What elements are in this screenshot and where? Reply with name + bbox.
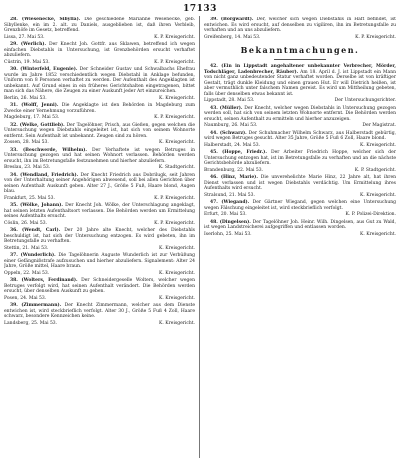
- notice-heading: 39. (Borgwardt).: [210, 17, 254, 22]
- notice-authority: K. P. Kreisgericht.: [154, 59, 195, 65]
- notice-signature: [4, 96, 195, 102]
- notice-authority: K. P. Kreisgericht.: [154, 195, 195, 201]
- notice-heading: 48. (Dingelsen).: [210, 219, 251, 225]
- section-title: Bekanntmachungen.: [240, 45, 360, 55]
- notice-heading: 36. (Wendt, Carl).: [10, 228, 61, 233]
- notice-entry: [4, 203, 195, 220]
- notice-heading: 47. (Wiegand).: [210, 200, 250, 205]
- notice-place-date: Stralsund, 21. Mai 53.: [204, 192, 255, 198]
- notice-body: Der, welcher sich wegen Diebstahls in Haft befindet, ist entwichen. Es wird ersucht, auf denselben zu vigiliren, ihn im Betretungsfalle zu verhaften und an uns abzuliefern.: [204, 17, 396, 33]
- notice-authority: Der Magistrat.: [362, 123, 396, 128]
- notice-place-date: Iserlohn, 25. Mai 53.: [204, 231, 252, 237]
- notice-heading: 43. (Müller).: [210, 105, 243, 111]
- notice-body: Der Schuhmacher Wilhelm Schwarz, aus Halberstadt gebürtig, wird wegen Betruges gesucht. Alter 35 Jahre, Größe 5 Fuß 6 Zoll, Haare blond.: [204, 130, 396, 141]
- notice-heading: 35. (Wölke, Johann).: [10, 203, 63, 208]
- notice-authority: K. Stadtgericht.: [158, 165, 195, 170]
- notice-authority: K. Kreisgericht.: [360, 142, 396, 148]
- notice-entry: [204, 64, 396, 97]
- notice-body: Der Knecht Joh. Wölke, der Unterschlagung angeklagt, hat seinen letzten Aufenthaltsort verlassen. Die Behörden werden um Ermittelung seines Aufenthalts ersucht.: [4, 203, 195, 219]
- notice-heading: 39. (Zimmermann).: [10, 303, 62, 308]
- notice-signature: [204, 193, 396, 199]
- notice-entry: [4, 303, 195, 320]
- notice-place-date: Cöslin, 26. Mai 53.: [4, 220, 48, 226]
- notice-body: Der Knecht Zimmermann, welcher aus dem Dienste entwichen ist, wird steckbrieflich verfolgt. Alter 30 J., Größe 5 Fuß 4 Zoll, Haare schwarz, besondere Kennzeichen keine.: [4, 303, 195, 319]
- notice-signature: [4, 246, 195, 252]
- notice-place-date: Posen, 24. Mai 53.: [4, 295, 47, 301]
- notice-entry: [4, 253, 195, 270]
- notice-body: Der 20 Jahre alte Knecht, welcher des Diebstahls beschuldigt ist, hat sich der Untersuchung entzogen. Es wird gebeten, ihn im Betretungsfalle zu verhaften.: [4, 228, 195, 244]
- notice-entry: [204, 220, 396, 231]
- notice-place-date: Zossen, 28. Mai 53.: [4, 140, 49, 145]
- notice-heading: 34. (Wendland, Friedrich).: [10, 172, 79, 178]
- notice-entry: [4, 148, 195, 165]
- notice-authority: K. Kreisgericht.: [159, 295, 195, 301]
- notice-place-date: Naumburg, 26. Mai 53.: [204, 123, 258, 128]
- notice-body: Der Knecht, welcher wegen Diebstahls in Untersuchung gezogen werden soll, hat sich von seinem letzten Wohnorte entfernt. Die Behörden werden ersucht, seinen Aufenthalt zu ermitteln und hierher anzuzeigen.: [204, 105, 396, 122]
- notice-entry: [204, 200, 396, 211]
- notice-authority: K. P. Polizei-Direktion.: [345, 212, 396, 217]
- notice-body: Der Schneidergeselle Wolters, welcher wegen Betruges verfolgt wird, hat seinen Aufenthalt verändert. Die Behörden werden ersucht, über denselben Auskunft zu geben.: [4, 278, 195, 294]
- notice-body: Der Knecht Friedrich aus Dobrilugk, seit Jahren von der Unterhaltung seiner Angehörigen abwesend, soll bei allen Gerichten über seinen Aufenthalt Auskunft geben. Alter 27 J., Größe 5 Fuß, Haare blond, Augen blau.: [4, 172, 195, 194]
- notice-entry: [204, 106, 396, 123]
- notice-signature: [4, 165, 195, 171]
- notice-signature: [4, 296, 195, 302]
- notice-authority: K. P. Kreisgericht.: [154, 34, 195, 40]
- notice-place-date: Erfurt, 20. Mai 53.: [204, 212, 247, 217]
- notice-authority: K. Kreisgericht.: [360, 192, 396, 198]
- notice-place-date: Lissa, 27. Mai 53.: [4, 34, 45, 40]
- notice-authority: Der Untersuchungsrichter.: [334, 98, 396, 103]
- notice-authority: K. Kreisgericht.: [159, 320, 195, 326]
- notice-heading: 45. (Hoppe, Friedr.).: [210, 150, 267, 155]
- notice-place-date: Magdeburg, 17. Mai 53.: [4, 115, 60, 120]
- notice-entry: [204, 131, 396, 142]
- notice-authority: K. P. Kreisgericht.: [154, 220, 195, 226]
- notice-entry: [4, 228, 195, 245]
- notice-heading: 31. (Wolff, Jenni).: [10, 103, 59, 108]
- notice-body: Die geschiedene Marianne Wesenecke, geb. Sibyllenke, ein im 2. alt. zu Daniels, ausgeblieben ist, daß ihren Verbleib, Grenzhöfe im Gesetz, betreffend.: [4, 17, 195, 33]
- column-divider: [199, 16, 200, 458]
- notice-place-date: Greifenberg, 14. Mai 53.: [204, 34, 261, 40]
- notice-body: Am 18. April d. J. ist Lippstadt ein Mann von nicht ganz unbedeutender Statur verhaftet worden. Derselbe ist von kräftiger Gestalt, trägt dunkle Kleidung und einen grauen Hut. Er will Dietrich heißen, ist aber vermuthlich unter falschem Namen gereist. Es wird um Mittheilung gebeten, falls über denselben etwas bekannt ist.: [204, 69, 396, 97]
- notice-body: Der Knecht Joh. Gottfr. aus Sklawen, betreffend ich wegen einfachen Diebstahls in Untersuchung, ist Grenzbehörden ersucht verhaftet abzuliefern.: [4, 42, 195, 58]
- notice-heading: 44. (Schwarz).: [210, 130, 247, 136]
- notice-heading: 46. (Hinz, Marie).: [210, 175, 258, 180]
- notice-body: Der Arbeiter Friedrich Hoppe, welcher sich der Untersuchung entzogen hat, ist im Betretungsfalle zu verhaften und an die nächste Gerichtsbehörde abzuliefern.: [204, 150, 396, 166]
- right-column: [204, 17, 396, 457]
- notice-entry: [204, 150, 396, 167]
- notice-signature: [4, 140, 195, 146]
- notice-body: Der Tagelöhner Joh. Heinr. Wilh. Dingelsen, aus Gut zu Wald, ist wegen Landstreicherei aufgegriffen und entlassen worden.: [204, 219, 396, 230]
- left-column: [4, 17, 195, 457]
- notice-place-date: Halberstadt, 24. Mai 53.: [204, 142, 260, 148]
- notice-body: Der Schneider Gustav und Schwalbachs Ehefrau wurde im Jahre 1852 verschiedentlich wegen Diebstahl in Anklage befunden, Uniform von 8 Personen verhaftet zu werden. Der Aufenthalt des Angeklagten ist unbekannt. Auf Grund eines in ein früheres Gerichtshalten eingetragenen, bittet man sich das Nähere, die Zeugen zu einer Auskunft jeder Art einzureichen.: [4, 67, 195, 94]
- notice-entry: [204, 175, 396, 192]
- notice-signature: [4, 115, 195, 121]
- right-column-announcements: [204, 64, 396, 237]
- notice-heading: 38. (Wolters, Ferdinand).: [10, 278, 78, 283]
- notice-signature: [204, 143, 396, 149]
- notice-heading: 33. (Beschwerde, Wilhelm).: [10, 147, 87, 153]
- notice-place-date: Cüstrin, 19. Mai 53.: [4, 59, 50, 65]
- notice-body: Der Gärtner Wiegand, gegen welchen eine Untersuchung wegen Fälschung eingeleitet ist, wird steckbrieflich verfolgt.: [204, 200, 396, 211]
- notice-signature: [4, 60, 195, 66]
- notice-entry: [4, 67, 195, 95]
- notice-authority: K. Kreisgericht.: [159, 140, 195, 145]
- notice-body: Der Verhaftete ist wegen Betruges in Untersuchung gezogen und hat seinen Wohnort verlassen. Behörden werden ersucht, ihn im Betretungsfalle festzunehmen und hierher abzuliefern.: [4, 147, 195, 164]
- notice-place-date: Oppeln, 22. Mai 53.: [4, 270, 50, 276]
- notice-signature: [204, 123, 396, 129]
- notice-signature: [204, 232, 396, 238]
- notice-body: Die Angeklagte ist den Behörden in Magdeburg zum Zwecke einer Vernehmung vorzuführen.: [4, 103, 195, 114]
- notice-place-date: Lippstadt, 28. Mai 53.: [204, 98, 255, 103]
- notice-body: Die Tagelöhnerin Auguste Wunderlich ist zur Verbüßung einer Gefängnißstrafe aufzusuchen und hierher abzuliefern. Signalement: Alter 24 Jahre, Größe mittel, Haare braun.: [4, 253, 195, 269]
- notice-entry: [4, 103, 195, 114]
- notice-authority: K. Kreisgericht.: [360, 231, 396, 237]
- notice-authority: K. P. Kreisgericht.: [154, 115, 195, 120]
- notice-signature: [204, 98, 396, 104]
- notice-signature: [4, 321, 195, 327]
- notice-place-date: Stettin, 21. Mai 53.: [4, 245, 49, 251]
- notice-signature: [4, 35, 195, 41]
- notice-authority: K. Kreisgericht.: [159, 270, 195, 276]
- notice-entry: [4, 278, 195, 295]
- notice-body: Die unverehelichte Marie Hinz, 22 Jahre alt, hat ihren Dienst verlassen und ist wegen Diebstahls verdächtig. Um Ermittelung ihres Aufenthalts wird ersucht.: [204, 175, 396, 191]
- notice-signature: [204, 168, 396, 174]
- notice-heading: 42. (Ein in Lippstadt angehaltener unbekannter Verbrecher, Mörder, Todschläger, Ladenbrecher, Räuber).: [204, 64, 396, 75]
- notice-place-date: Frankfurt, 25. Mai 53.: [4, 195, 55, 201]
- notice-heading: 37. (Wunderlich).: [10, 253, 56, 258]
- section-rule: [274, 59, 326, 60]
- notice-entry: [4, 173, 195, 195]
- notice-heading: 29. (Werlich).: [10, 42, 47, 47]
- notice-signature: [4, 221, 195, 227]
- notice-signature: [204, 35, 396, 41]
- notice-heading: 30. (Winterfeld, Eugenie).: [10, 67, 78, 72]
- notice-signature: [4, 271, 195, 277]
- notice-entry: [4, 42, 195, 59]
- notice-heading: 28. (Wiesenecke, Sibylla).: [10, 17, 81, 22]
- notice-authority: K. Kreisgericht.: [159, 95, 195, 101]
- notice-authority: K. Kreisgericht.: [159, 245, 195, 251]
- notice-entry: [4, 123, 195, 140]
- notice-authority: K. P. Stadtgericht.: [354, 167, 396, 173]
- notice-entry: [4, 17, 195, 34]
- notice-place-date: Berlin, 26. Mai 53.: [4, 95, 47, 101]
- notice-place-date: Landsberg, 25. Mai 53.: [4, 320, 58, 326]
- notice-body: Der Tagelöhner, Prisch, aus Gießen, gegen welchen die Untersuchung wegen Diebstahls eingeleitet ist, hat sich von seinem Wohnorte entfernt. Sein Aufenthalt ist unbekannt. Zeugen sind zu hören.: [4, 122, 195, 139]
- notice-signature: [204, 212, 396, 218]
- notice-heading: 32. (Welke, Gottlieb).: [10, 122, 65, 128]
- notice-entry: [204, 17, 396, 34]
- page-number: 17133: [183, 4, 217, 14]
- notice-place-date: Breslau, 23. Mai 53.: [4, 165, 51, 170]
- notice-authority: K. P. Kreisgericht.: [355, 34, 396, 40]
- notice-place-date: Brandenburg, 22. Mai 53.: [204, 167, 264, 173]
- notice-signature: [4, 196, 195, 202]
- right-column-top-notices: [204, 17, 396, 40]
